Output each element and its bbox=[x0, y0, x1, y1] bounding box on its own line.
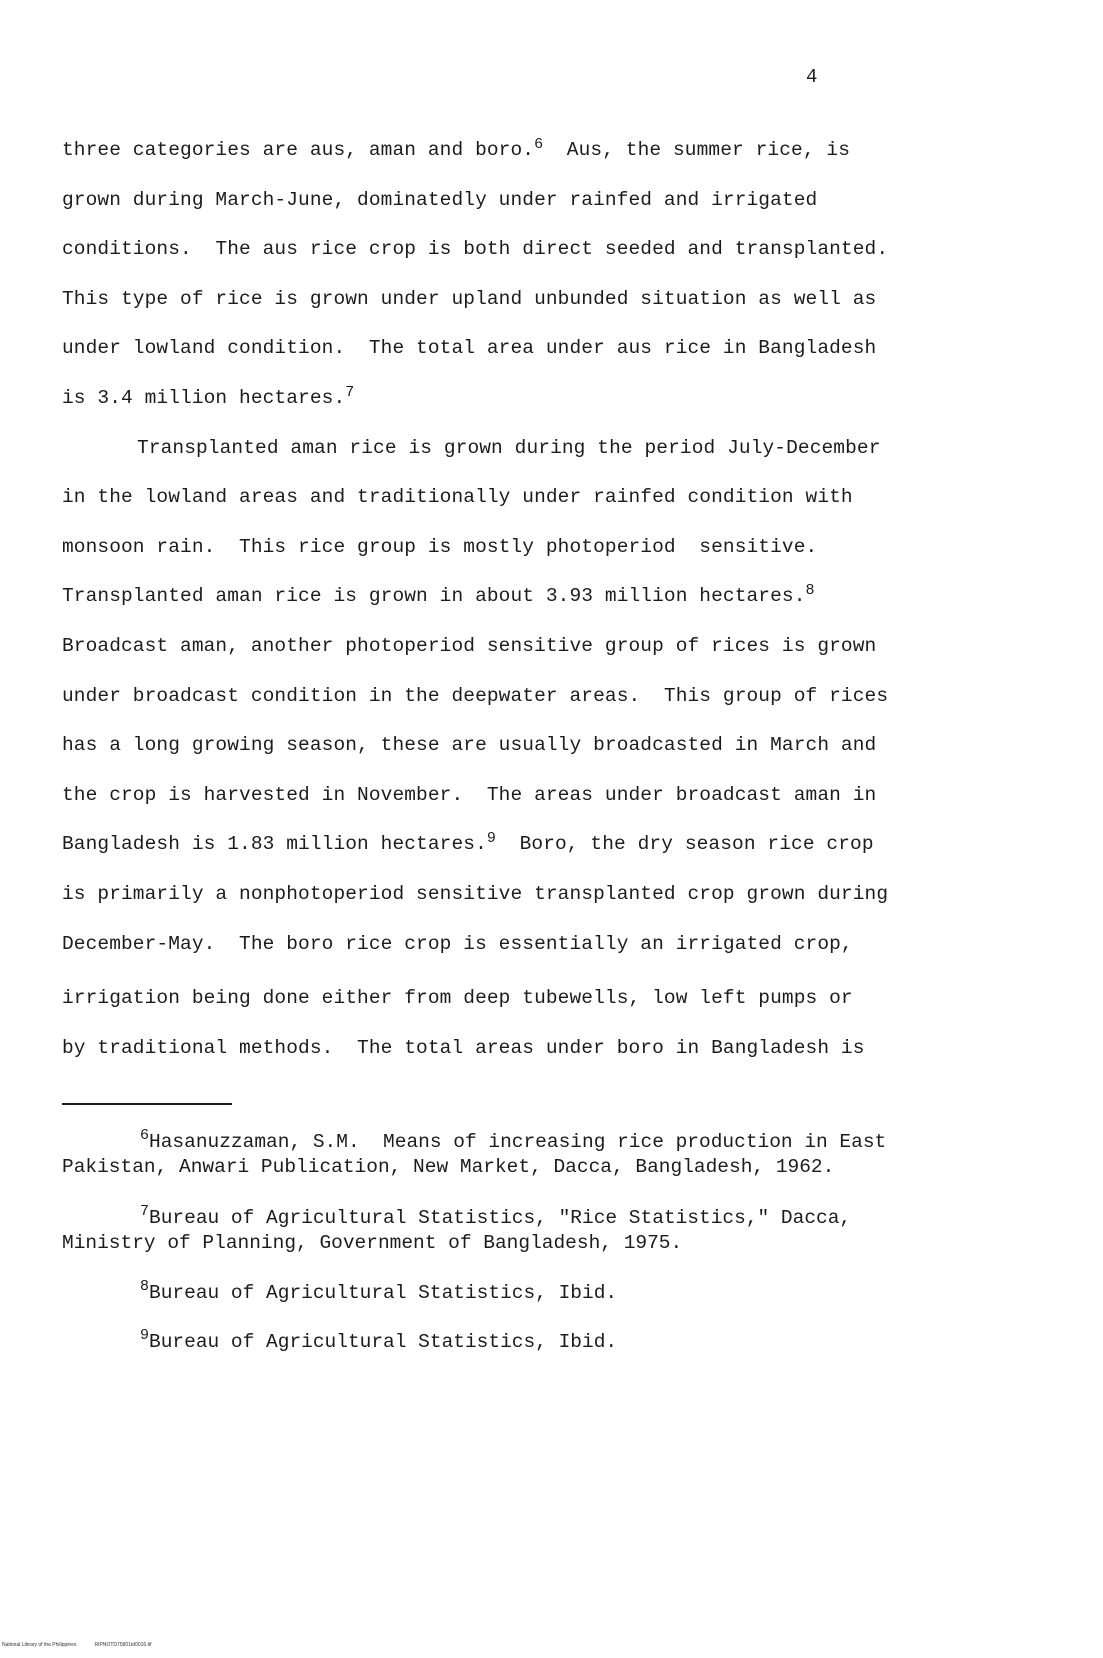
line-text: This type of rice is grown under upland unbunded situation as well as bbox=[62, 287, 877, 310]
line-text: has a long growing season, these are usually broadcasted in March and bbox=[62, 734, 877, 757]
line-text: conditions. The aus rice crop is both direct seeded and transplanted. bbox=[62, 238, 889, 261]
footnote-text: Bureau of Agricultural Statistics, "Rice Statistics," Dacca, bbox=[149, 1207, 852, 1229]
footnote-continuation: Ministry of Planning, Government of Bangladesh, 1975. bbox=[62, 1232, 683, 1254]
line-text: under lowland condition. The total area under aus rice in Bangladesh bbox=[62, 337, 877, 360]
footnote-text: Bureau of Agricultural Statistics, Ibid. bbox=[149, 1331, 618, 1353]
footnote-continuation: Pakistan, Anwari Publication, New Market, Dacca, Bangladesh, 1962. bbox=[62, 1156, 835, 1178]
footnote-reference: 8 bbox=[805, 582, 815, 600]
footnote bbox=[140, 1327, 618, 1353]
body-line bbox=[62, 830, 874, 856]
footnote bbox=[140, 1127, 887, 1153]
footnote-number: 8 bbox=[140, 1278, 150, 1295]
footnote-rule bbox=[62, 1103, 232, 1105]
line-text: the crop is harvested in November. The areas under broadcast aman in bbox=[62, 783, 877, 806]
line-text: Bangladesh is 1.83 million hectares. bbox=[62, 833, 487, 856]
footnote bbox=[140, 1203, 852, 1229]
body-line bbox=[62, 337, 876, 359]
line-text: under broadcast condition in the deepwater areas. This group of rices bbox=[62, 684, 889, 707]
footnote-reference: 7 bbox=[345, 384, 355, 401]
footer-library: National Library of the Philippines bbox=[2, 1642, 77, 1648]
line-text: in the lowland areas and traditionally under rainfed condition with bbox=[62, 486, 853, 509]
body-line bbox=[62, 1037, 865, 1059]
line-text: Broadcast aman, another photoperiod sensitive group of rices is grown bbox=[62, 635, 877, 657]
line-text: December-May. The boro rice crop is essentially an irrigated crop, bbox=[62, 932, 853, 955]
body-line bbox=[62, 136, 851, 161]
body-line bbox=[137, 437, 881, 459]
footnote-reference: 9 bbox=[486, 830, 496, 848]
footnote-reference: 6 bbox=[534, 136, 544, 153]
body-line bbox=[62, 486, 853, 508]
body-line bbox=[62, 582, 815, 608]
footnote-number: 9 bbox=[140, 1327, 150, 1344]
body-line bbox=[62, 734, 876, 756]
body-line bbox=[62, 685, 888, 707]
footnote-number: 7 bbox=[140, 1203, 150, 1220]
footnote-text: Hasanuzzaman, S.M. Means of increasing rice production in East bbox=[149, 1131, 887, 1153]
footnote-text: Bureau of Agricultural Statistics, Ibid. bbox=[149, 1282, 618, 1304]
line-text: by traditional methods. The total areas under boro in Bangladesh is bbox=[62, 1036, 865, 1059]
line-text: Boro, the dry season rice crop bbox=[495, 833, 874, 856]
line-text: Aus, the summer rice, is bbox=[543, 139, 851, 161]
body-line bbox=[62, 883, 888, 905]
body-line bbox=[62, 288, 876, 310]
line-text: grown during March-June, dominatedly under rainfed and irrigated bbox=[62, 188, 818, 211]
body-line bbox=[62, 384, 355, 409]
line-text: irrigation being done either from deep tubewells, low left pumps or bbox=[62, 987, 853, 1010]
footnote-number: 6 bbox=[140, 1127, 150, 1144]
body-line bbox=[62, 987, 853, 1009]
footnote bbox=[140, 1278, 618, 1304]
body-line bbox=[62, 189, 817, 211]
scan-footer bbox=[2, 1642, 169, 1648]
body-line bbox=[62, 933, 853, 955]
body-line bbox=[62, 536, 817, 558]
line-text: is primarily a nonphotoperiod sensitive transplanted crop grown during bbox=[62, 883, 889, 905]
page-number: 4 bbox=[806, 66, 818, 88]
line-text: is 3.4 million hectares. bbox=[62, 387, 346, 409]
body-line bbox=[62, 238, 888, 260]
line-text: monsoon rain. This rice group is mostly photoperiod sensitive. bbox=[62, 535, 818, 558]
body-line bbox=[62, 784, 876, 806]
line-text: three categories are aus, aman and boro. bbox=[62, 139, 535, 161]
footer-file: RIPNOTD75801td0016.tif bbox=[94, 1642, 152, 1648]
line-text: Transplanted aman rice is grown during the period July-December bbox=[137, 436, 881, 459]
body-line bbox=[62, 635, 876, 657]
line-text: Transplanted aman rice is grown in about 3.93 million hectares. bbox=[62, 585, 806, 608]
